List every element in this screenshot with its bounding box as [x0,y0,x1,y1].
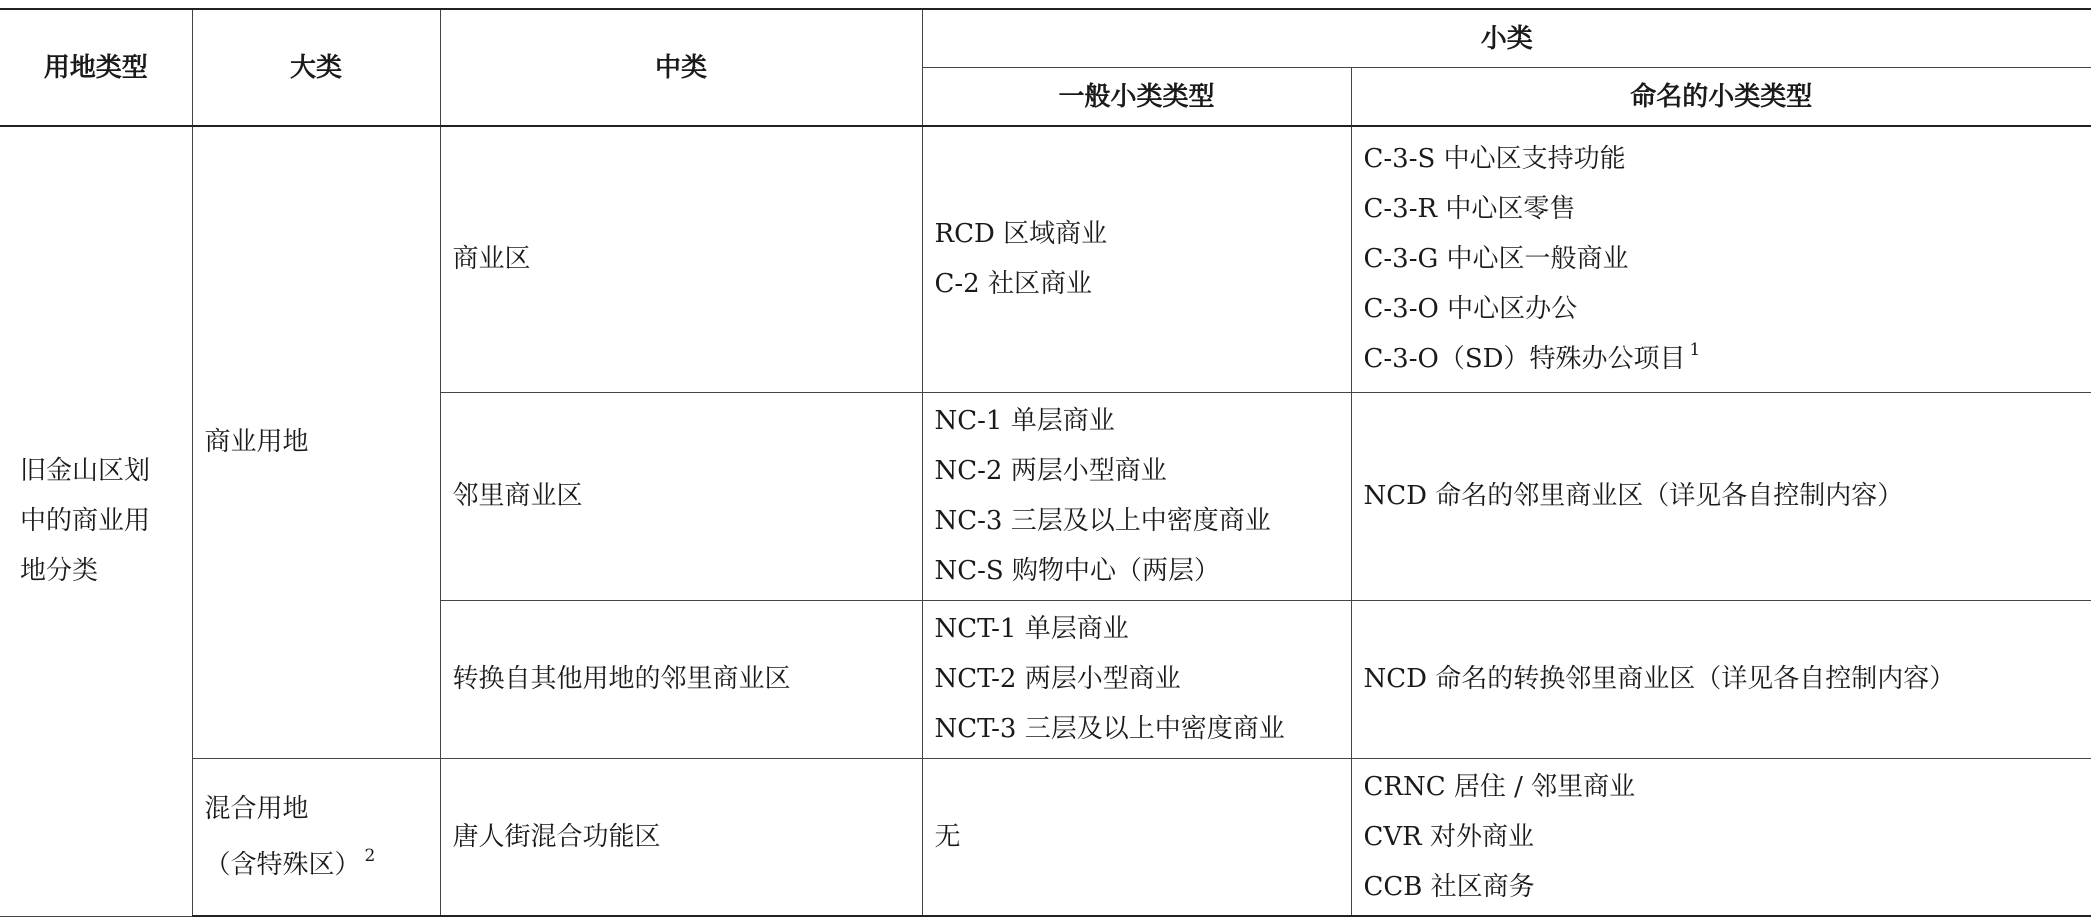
header-medium: 中类 [440,9,922,126]
medium-cell: 唐人街混合功能区 [440,758,922,916]
named-item-text: C-3-O（SD）特殊办公项目 [1363,344,1686,375]
named-cell [1351,758,2091,916]
general-item: NC-1 单层商业 [934,406,1115,436]
general-item: NCT-2 两层小型商业 [934,664,1181,694]
medium-cell: 邻里商业区 [440,392,922,600]
named-item: C-3-R 中心区零售 [1363,194,1576,225]
named-item: C-3-S 中心区支持功能 [1363,144,1626,175]
land-type-cell [0,126,192,916]
major-mixed-label-line2 [205,837,428,893]
footnote-marker-1: 1 [1689,340,1701,361]
named-cell: NCD 命名的转换邻里商业区（详见各自控制内容） [1351,600,2091,758]
land-type-line: 中的商业用 [20,506,151,537]
named-item: CVR 对外商业 [1363,821,1535,852]
named-cell [1351,126,2091,392]
general-cell: 无 [922,758,1351,916]
named-cell: NCD 命名的邻里商业区（详见各自控制内容） [1351,392,2091,600]
medium-cell: 转换自其他用地的邻里商业区 [440,600,922,758]
header-minor-named: 命名的小类类型 [1351,68,2091,127]
general-cell [922,126,1351,392]
header-minor: 小类 [922,9,2091,68]
major-mixed-text: （含特殊区） [204,849,361,880]
general-item: C-2 社区商业 [934,269,1092,300]
major-mixed-cell [192,758,440,916]
named-item: C-3-O 中心区办公 [1363,294,1578,325]
general-item: NCT-3 三层及以上中密度商业 [934,714,1285,744]
header-land-type: 用地类型 [0,9,192,126]
named-item-last [1364,334,2080,384]
general-item: NC-2 两层小型商业 [934,456,1167,486]
header-minor-general: 一般小类类型 [922,68,1351,127]
general-item: NC-S 购物中心（两层） [934,556,1221,586]
named-item: C-3-G 中心区一般商业 [1363,244,1629,275]
general-item: RCD 区域商业 [934,219,1108,250]
medium-cell: 商业区 [440,126,922,392]
land-type-line: 地分类 [20,556,99,587]
general-item: NC-3 三层及以上中密度商业 [934,506,1271,536]
major-commercial-label: 商业用地 [204,427,309,458]
named-item: CRNC 居住 / 邻里商业 [1363,771,1636,802]
general-cell [922,600,1351,758]
land-use-classification-table [0,8,2091,917]
major-commercial-cell [192,126,440,758]
land-type-line: 旧金山区划 [20,456,151,487]
header-major: 大类 [192,9,440,126]
major-mixed-label: 混合用地 [204,793,309,824]
named-item: CCB 社区商务 [1363,871,1535,902]
general-cell [922,392,1351,600]
footnote-marker-2: 2 [364,845,376,866]
general-item: NCT-1 单层商业 [934,614,1129,644]
